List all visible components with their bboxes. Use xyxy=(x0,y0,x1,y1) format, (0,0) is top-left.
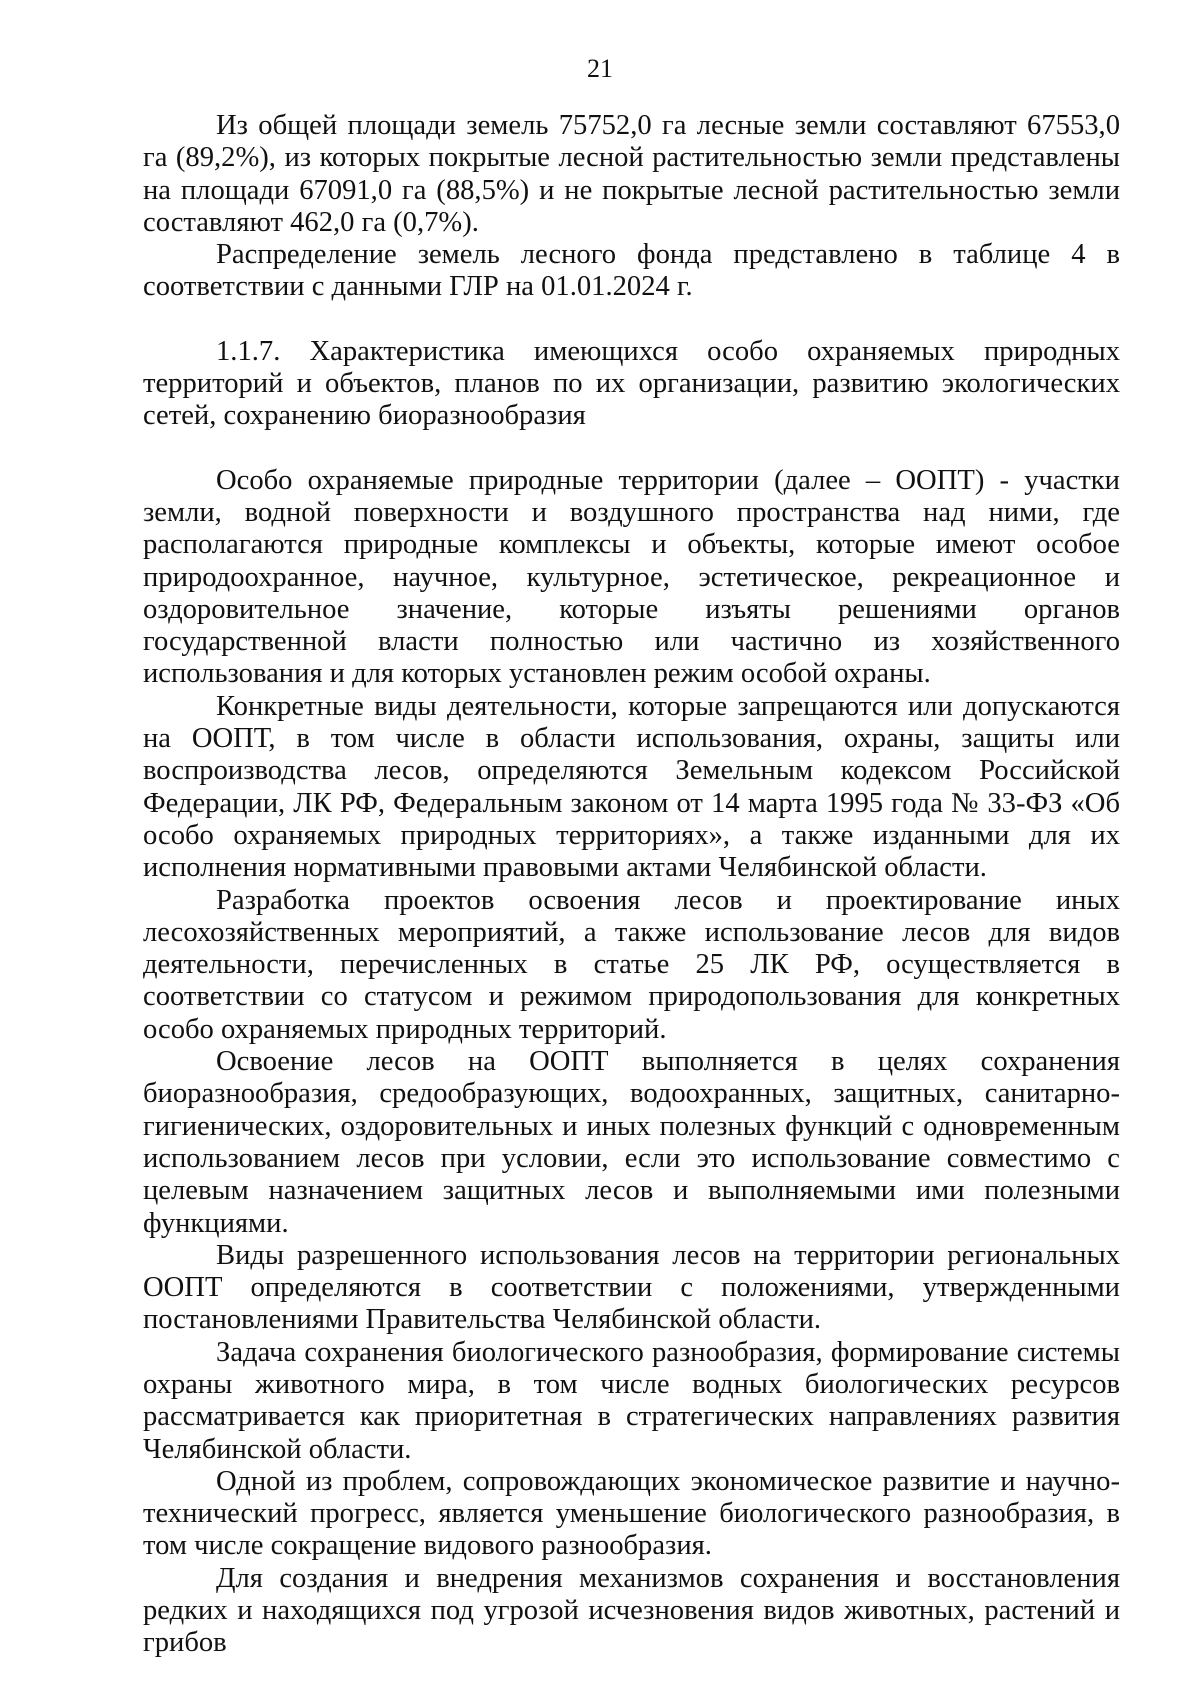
paragraph-activity-types: Конкретные виды деятельности, которые запрещаются или допускаются на ООПТ, в том числе в области использования, охраны, защиты или воспроизводства лесов, определяются Земельным кодексом Российской Федерации, ЛК РФ, Федеральным законом от 14 марта 1995 года № 33-ФЗ «Об особо охраняемых природных территориях», а также изданными для их исполнения нормативными правовыми актами Челябинской области. xyxy=(143,690,1120,884)
paragraph-land-distribution: Распределение земель лесного фонда представлено в таблице 4 в соответствии с данными ГЛР на 01.01.2024 г. xyxy=(143,239,1120,303)
paragraph-project-development: Разработка проектов освоения лесов и проектирование иных лесохозяйственных мероприятий, а также использование лесов для видов деятельности, перечисленных в статье 25 ЛК РФ, осуществляется в соответствии со статусом и режимом природопользования для конкретных особо охраняемых природных территорий. xyxy=(143,884,1120,1045)
paragraph-biodiversity-task: Задача сохранения биологического разнообразия, формирование системы охраны животного мира, в том числе водных биологических ресурсов рассматривается как приоритетная в стратегических направлениях развития Челябинской области. xyxy=(143,1336,1120,1465)
paragraph-forest-development: Освоение лесов на ООПТ выполняется в целях сохранения биоразнообразия, средообразующих, водоохранных, защитных, санитарно-гигиенических, оздоровительных и иных полезных функций с одновременным использованием лесов при условии, если это использование совместимо с целевым назначением защитных лесов и выполняемыми ими полезными функциями. xyxy=(143,1046,1120,1239)
paragraph-rare-species: Для создания и внедрения механизмов сохранения и восстановления редких и находящихся под угрозой исчезновения видов животных, растений и грибов xyxy=(143,1562,1120,1659)
section-heading: 1.1.7. Характеристика имеющихся особо охраняемых природных территорий и объектов, планов по их организации, развитию экологических сетей, сохранению биоразнообразия xyxy=(143,335,1120,432)
paragraph-permitted-use: Виды разрешенного использования лесов на территории региональных ООПТ определяются в соответствии с положениями, утвержденными постановлениями Правительства Челябинской области. xyxy=(143,1239,1120,1336)
page-number: 21 xyxy=(587,54,613,83)
page-body xyxy=(143,110,1120,1660)
paragraph-oopt-definition: Особо охраняемые природные территории (далее – ООПТ) - участки земли, водной поверхности и воздушного пространства над ними, где располагаются природные комплексы и объекты, которые имеют особое природоохранное, научное, культурное, эстетическое, рекреационное и оздоровительное значение, которые изъяты решениями органов государственной власти полностью или частично из хозяйственного использования и для которых установлен режим особой охраны. xyxy=(143,464,1120,690)
paragraph-biodiversity-problem: Одной из проблем, сопровождающих экономическое развитие и научно-технический прогресс, является уменьшение биологического разнообразия, в том числе сокращение видового разнообразия. xyxy=(143,1465,1120,1562)
paragraph-land-areas: Из общей площади земель 75752,0 га лесные земли составляют 67553,0 га (89,2%), из которых покрытые лесной растительностью земли представлены на площади 67091,0 га (88,5%) и не покрытые лесной растительностью земли составляют 462,0 га (0,7%). xyxy=(143,110,1120,238)
